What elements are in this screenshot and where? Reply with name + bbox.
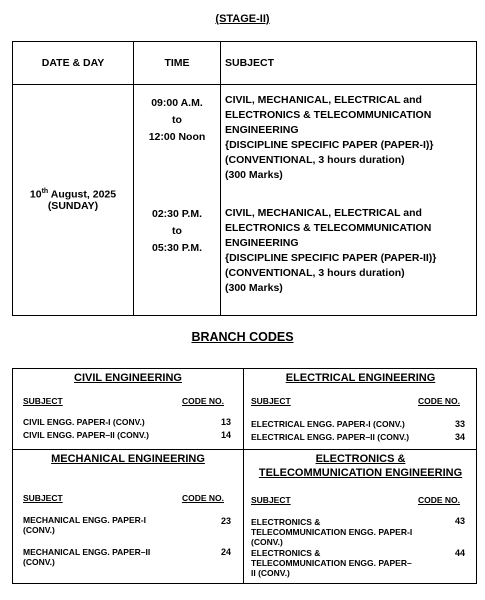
- subject-line: ENGINEERING: [225, 237, 299, 250]
- subject-line: ENGINEERING: [225, 124, 299, 136]
- time-to: to: [172, 225, 182, 238]
- time-end: 12:00 Noon: [148, 131, 206, 143]
- header-time: TIME: [134, 42, 221, 85]
- row-divider: [13, 449, 476, 450]
- electronics-code-2: 44: [454, 548, 465, 558]
- civil-paper-2: CIVIL ENGG. PAPER–II (CONV.): [23, 430, 149, 440]
- electronics-title: ELECTRONICS & TELECOMMUNICATION ENGINEERING: [258, 453, 463, 479]
- electrical-code-2: 34: [454, 432, 465, 442]
- time-cell-morning: [134, 85, 221, 203]
- date-cell: [13, 85, 134, 316]
- mechanical-subject-header: SUBJECT: [23, 493, 63, 503]
- subject-line: (300 Marks): [225, 282, 283, 295]
- electronics-subject-header: SUBJECT: [251, 495, 291, 505]
- electronics-code-1: 43: [454, 516, 465, 526]
- mechanical-code-1: 23: [220, 516, 231, 526]
- time-cell-afternoon: [134, 202, 221, 315]
- schedule-header-row: [13, 42, 477, 85]
- schedule-table: [12, 41, 477, 316]
- civil-subject-header: SUBJECT: [23, 396, 63, 406]
- subject-cell-morning: [221, 85, 477, 203]
- subject-line: {DISCIPLINE SPECIFIC PAPER (PAPER-II)}: [225, 252, 437, 265]
- mechanical-code-2: 24: [220, 547, 231, 557]
- subject-line: ELECTRONICS & TELECOMMUNICATION: [225, 222, 432, 235]
- electronics-code-header: CODE NO.: [418, 495, 461, 505]
- subject-line: ELECTRONICS & TELECOMMUNICATION: [225, 109, 432, 121]
- subject-line: {DISCIPLINE SPECIFIC PAPER (PAPER-I)}: [225, 139, 434, 151]
- subject-line: CIVIL, MECHANICAL, ELECTRICAL and: [225, 207, 422, 220]
- branch-codes-title: BRANCH CODES: [191, 330, 294, 344]
- time-start: 02:30 P.M.: [151, 208, 202, 221]
- mechanical-paper-2: MECHANICAL ENGG. PAPER–II (CONV.): [23, 547, 151, 567]
- electronics-paper-2: ELECTRONICS & TELECOMMUNICATION ENGG. PAPER– II (CONV.): [251, 548, 412, 578]
- subject-cell-afternoon: [221, 202, 477, 315]
- mechanical-paper-1: MECHANICAL ENGG. PAPER-I (CONV.): [23, 515, 146, 535]
- time-end: 05:30 P.M.: [151, 242, 202, 255]
- electrical-paper-2: ELECTRICAL ENGG. PAPER–II (CONV.): [251, 432, 410, 442]
- civil-title: CIVIL ENGINEERING: [74, 372, 182, 384]
- exam-day: (SUNDAY): [47, 200, 99, 213]
- civil-code-header: CODE NO.: [182, 396, 225, 406]
- stage-title: (STAGE-II): [215, 13, 270, 25]
- electrical-code-header: CODE NO.: [418, 396, 461, 406]
- header-date-day: DATE & DAY: [13, 42, 134, 85]
- header-subject: SUBJECT: [221, 42, 477, 85]
- subject-line: (CONVENTIONAL, 3 hours duration): [225, 267, 405, 280]
- mechanical-code-header: CODE NO.: [182, 493, 225, 503]
- subject-line: CIVIL, MECHANICAL, ELECTRICAL and: [225, 94, 422, 106]
- civil-code-2: 14: [220, 430, 231, 440]
- time-to: to: [172, 114, 182, 126]
- civil-code-1: 13: [220, 417, 231, 427]
- time-start: 09:00 A.M.: [151, 97, 203, 109]
- electrical-title: ELECTRICAL ENGINEERING: [285, 372, 436, 384]
- civil-paper-1: CIVIL ENGG. PAPER-I (CONV.): [23, 417, 145, 427]
- branch-codes-table: [12, 368, 477, 584]
- electrical-paper-1: ELECTRICAL ENGG. PAPER-I (CONV.): [251, 419, 405, 429]
- subject-line: (CONVENTIONAL, 3 hours duration): [225, 154, 405, 166]
- electrical-code-1: 33: [454, 419, 465, 429]
- electronics-paper-1: ELECTRONICS & TELECOMMUNICATION ENGG. PAPER-I (CONV.): [251, 517, 413, 547]
- electrical-subject-header: SUBJECT: [251, 396, 291, 406]
- subject-line: (300 Marks): [225, 169, 283, 181]
- exam-date: 10th August, 2025: [29, 187, 117, 201]
- mechanical-title: MECHANICAL ENGINEERING: [51, 453, 205, 465]
- schedule-row: [13, 85, 477, 203]
